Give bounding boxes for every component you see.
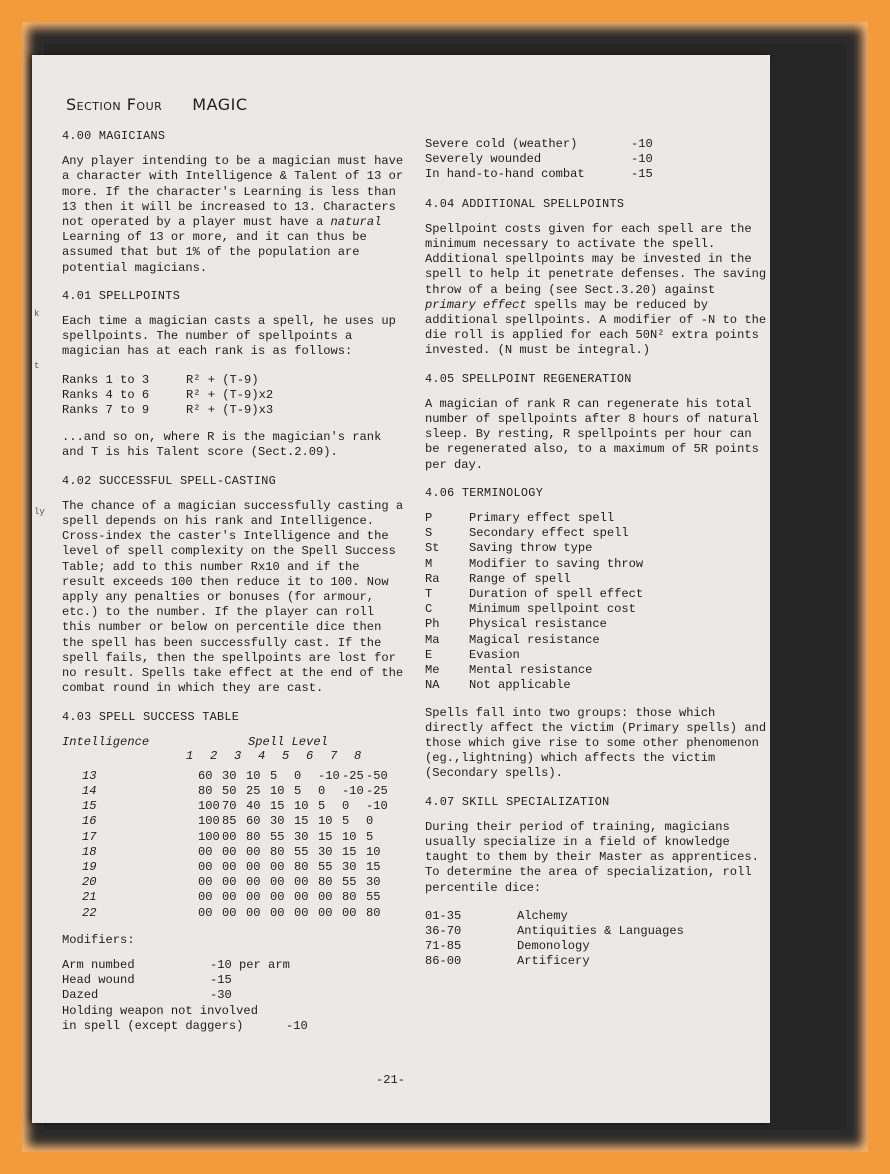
success-value: 00 xyxy=(270,859,285,874)
section-label: Section Four xyxy=(66,95,163,114)
page-number: -21- xyxy=(376,1073,406,1087)
term-meaning: Magical resistance xyxy=(469,632,600,647)
spell-level-label: Spell Level xyxy=(248,734,328,749)
heading-spell-success-table: 4.03 SPELL SUCCESS TABLE xyxy=(62,709,240,724)
term-abbr: T xyxy=(425,587,433,602)
modifier-label: Arm numbed xyxy=(62,957,135,972)
modifier-label: Severely wounded xyxy=(425,152,542,167)
term-row xyxy=(425,648,643,663)
section-4-06 xyxy=(425,486,770,782)
success-value: 00 xyxy=(246,905,261,920)
success-value: 5 xyxy=(318,799,326,814)
holding-label: in spell (except daggers) xyxy=(62,1018,244,1033)
table-header xyxy=(62,735,407,769)
level-header: 2 xyxy=(210,748,218,763)
term-meaning: Evasion xyxy=(469,647,520,662)
success-value: 30 xyxy=(318,844,333,859)
level-header: 8 xyxy=(354,748,362,763)
success-value: 00 xyxy=(222,890,237,905)
success-value: 80 xyxy=(246,829,261,844)
skill-field: Alchemy xyxy=(517,908,568,923)
section-4-07 xyxy=(425,795,770,970)
success-value: 25 xyxy=(246,783,261,798)
success-value: 00 xyxy=(270,905,285,920)
success-value: 80 xyxy=(318,875,333,890)
term-row xyxy=(425,541,643,556)
success-value: 70 xyxy=(222,799,237,814)
success-value: 85 xyxy=(222,814,237,829)
term-meaning: Physical resistance xyxy=(469,617,607,632)
success-value: 100 xyxy=(198,829,220,844)
success-value: 10 xyxy=(366,844,381,859)
modifier-label: Dazed xyxy=(62,988,99,1003)
success-value: 80 xyxy=(198,783,213,798)
success-value: 80 xyxy=(270,844,285,859)
success-value: 15 xyxy=(342,844,357,859)
level-header: 7 xyxy=(330,748,338,763)
success-value: 80 xyxy=(294,859,309,874)
success-value: 55 xyxy=(366,890,381,905)
additional-spellpoints-text xyxy=(425,222,770,359)
rank-formula: R² + (T-9)x3 xyxy=(186,403,274,418)
modifier-value: -15 xyxy=(210,973,232,988)
modifier-row xyxy=(62,958,290,973)
table-row xyxy=(62,830,390,845)
term-abbr: Ma xyxy=(425,632,440,647)
modifier-value: -15 xyxy=(631,167,653,182)
terminology-table xyxy=(425,511,643,693)
intelligence-value: 15 xyxy=(82,799,97,814)
success-value: 80 xyxy=(342,890,357,905)
modifiers-label: Modifiers: xyxy=(62,932,135,947)
rank-table xyxy=(62,373,273,419)
success-value: 60 xyxy=(246,814,261,829)
section-title: MAGIC xyxy=(192,95,248,114)
success-value: 30 xyxy=(270,814,285,829)
intelligence-value: 19 xyxy=(82,859,97,874)
skill-range: 01-35 xyxy=(425,908,462,923)
success-value: 30 xyxy=(342,859,357,874)
skill-field: Artificery xyxy=(517,954,590,969)
text-italic: primary effect xyxy=(425,297,527,312)
skill-range: 86-00 xyxy=(425,954,462,969)
success-value: 15 xyxy=(318,829,333,844)
heading-regeneration: 4.05 SPELLPOINT REGENERATION xyxy=(425,371,632,386)
level-header: 6 xyxy=(306,748,314,763)
success-value: 55 xyxy=(318,859,333,874)
success-value: 00 xyxy=(246,844,261,859)
success-value: 15 xyxy=(294,814,309,829)
success-value: 10 xyxy=(318,814,333,829)
rank-row xyxy=(62,373,273,388)
modifiers-table xyxy=(62,958,290,1004)
term-abbr: St xyxy=(425,541,440,556)
success-value: 0 xyxy=(366,814,374,829)
modifiers-continued xyxy=(425,137,653,183)
level-header: 5 xyxy=(282,748,290,763)
modifier-row xyxy=(425,137,653,152)
modifier-value: -30 xyxy=(210,988,232,1003)
success-value: 00 xyxy=(222,829,237,844)
table-row xyxy=(62,860,390,875)
spell-success-table xyxy=(62,769,390,921)
term-meaning: Saving throw type xyxy=(469,541,593,556)
success-value: 00 xyxy=(198,890,213,905)
term-abbr: Ra xyxy=(425,571,440,586)
rank-row xyxy=(62,388,273,403)
text-part: Any player intending to be a magician must have a character with Intelligence & Talent of 13 or more. If the character's Learning is less than 13 then it will be increased to 13. Characters not operated by a player must have a xyxy=(62,154,404,230)
text-italic: natural xyxy=(330,215,382,230)
success-value: 50 xyxy=(222,783,237,798)
holding-weapon-line-2 xyxy=(62,1019,407,1034)
term-abbr: C xyxy=(425,602,433,617)
document-page xyxy=(32,55,770,1123)
success-value: 55 xyxy=(342,875,357,890)
success-value: 30 xyxy=(294,829,309,844)
intelligence-value: 18 xyxy=(82,844,97,859)
success-value: 00 xyxy=(318,890,333,905)
success-value: 5 xyxy=(294,783,302,798)
success-value: 80 xyxy=(366,905,381,920)
term-row xyxy=(425,557,643,572)
skill-row xyxy=(425,909,684,924)
table-row xyxy=(62,890,390,905)
term-meaning: Modifier to saving throw xyxy=(469,556,644,571)
term-row xyxy=(425,587,643,602)
success-value: 10 xyxy=(294,799,309,814)
intelligence-value: 17 xyxy=(82,829,97,844)
table-row xyxy=(62,875,390,890)
term-row xyxy=(425,602,643,617)
rank-formula: R² + (T-9) xyxy=(186,372,259,387)
text-part: spells may be reduced by additional spellpoints. A modifier of -N to the die roll is applied for each 50N² extra points invested. (N must be integral.) xyxy=(425,297,767,358)
term-abbr: Me xyxy=(425,663,440,678)
margin-mark: t xyxy=(34,361,40,371)
spellpoints-outro: ...and so on, where R is the magician's rank and T is his Talent score (Sect.2.09). xyxy=(62,430,382,460)
magicians-text xyxy=(62,154,407,276)
term-meaning: Minimum spellpoint cost xyxy=(469,602,636,617)
holding-value: -10 xyxy=(286,1018,308,1033)
success-value: 00 xyxy=(294,875,309,890)
success-value: 00 xyxy=(222,875,237,890)
heading-spellpoints: 4.01 SPELLPOINTS xyxy=(62,288,181,303)
text-part: Learning of 13 or more, and it can thus be assumed that but 1% of the population are potential magicians. xyxy=(62,230,367,275)
success-value: 00 xyxy=(294,890,309,905)
success-value: 10 xyxy=(246,768,261,783)
left-column xyxy=(62,129,407,1034)
heading-skill-specialization: 4.07 SKILL SPECIALIZATION xyxy=(425,794,610,809)
success-value: 40 xyxy=(246,799,261,814)
success-value: 100 xyxy=(198,814,220,829)
success-value: 15 xyxy=(270,799,285,814)
level-columns xyxy=(186,749,378,764)
intelligence-label: Intelligence xyxy=(62,734,150,749)
page-title xyxy=(66,97,248,112)
regeneration-text: A magician of rank R can regenerate his total number of spellpoints after 8 hours of natural sleep. By resting, R spellpoints per hour can be regenerated also, to a maximum of 5R points per day. xyxy=(425,396,759,472)
section-4-04 xyxy=(425,197,770,359)
success-value: -10 xyxy=(366,799,388,814)
level-header: 3 xyxy=(234,748,242,763)
success-value: 5 xyxy=(270,768,278,783)
success-value: 100 xyxy=(198,799,220,814)
term-row xyxy=(425,511,643,526)
level-header: 4 xyxy=(258,748,266,763)
term-meaning: Range of spell xyxy=(469,571,571,586)
section-4-02 xyxy=(62,474,407,697)
success-value: 00 xyxy=(222,859,237,874)
skill-row xyxy=(425,924,684,939)
skill-range: 71-85 xyxy=(425,939,462,954)
term-row xyxy=(425,617,643,632)
intelligence-value: 16 xyxy=(82,814,97,829)
rank-label: Ranks 7 to 9 xyxy=(62,403,150,418)
term-abbr: NA xyxy=(425,678,440,693)
intelligence-value: 22 xyxy=(82,905,97,920)
success-value: 15 xyxy=(366,859,381,874)
success-value: 00 xyxy=(222,905,237,920)
term-row xyxy=(425,663,643,678)
skill-table xyxy=(425,909,684,970)
spell-casting-text: The chance of a magician successfully casting a spell depends on his rank and Intelligence. Cross-index the caster's Intelligence and the level of spell complexity on the Spell Success Table; add to this number Rx10 and if the result exceeds 100 then reduce it to 100. Now apply any penalties or bonuses (for armour, etc.) to the number. If the player can roll this number or below on percentile dice then the spell has been successfully cast. If the spell fails, then the spellpoints are lost for no result. Spells take effect at the end of the combat round in which they are cast. xyxy=(62,498,404,696)
term-abbr: Ph xyxy=(425,617,440,632)
table-row xyxy=(62,769,390,784)
modifier-label: Head wound xyxy=(62,973,135,988)
section-4-01 xyxy=(62,289,407,461)
holding-weapon-line: Holding weapon not involved xyxy=(62,1003,258,1018)
success-value: -10 xyxy=(342,783,364,798)
success-value: -10 xyxy=(318,768,340,783)
modifier-row xyxy=(425,167,653,182)
modifier-row xyxy=(62,973,290,988)
heading-magicians: 4.00 MAGICIANS xyxy=(62,129,166,143)
term-row xyxy=(425,678,643,693)
term-abbr: E xyxy=(425,647,433,662)
table-row xyxy=(62,906,390,921)
right-column xyxy=(425,137,770,970)
modifier-value: -10 xyxy=(631,137,653,151)
intelligence-value: 21 xyxy=(82,890,97,905)
section-4-05 xyxy=(425,372,770,473)
success-value: 00 xyxy=(270,875,285,890)
modifier-value: -10 per arm xyxy=(210,957,290,972)
term-abbr: P xyxy=(425,511,433,526)
skill-row xyxy=(425,939,684,954)
success-value: 0 xyxy=(342,799,350,814)
success-value: 5 xyxy=(342,814,350,829)
success-value: 00 xyxy=(246,890,261,905)
success-value: 30 xyxy=(366,875,381,890)
term-meaning: Not applicable xyxy=(469,678,571,693)
success-value: 5 xyxy=(366,829,374,844)
terminology-text: Spells fall into two groups: those which directly affect the victim (Primary spells) and those which give rise to some other phenomenon (eg.,lightning) which affects the victim (Secondary spells). xyxy=(425,705,767,781)
section-4-00 xyxy=(62,129,407,276)
modifier-value: -10 xyxy=(631,152,653,167)
term-meaning: Primary effect spell xyxy=(469,511,615,526)
success-value: 00 xyxy=(294,905,309,920)
success-value: -25 xyxy=(366,783,388,798)
skill-field: Demonology xyxy=(517,939,590,954)
success-value: 10 xyxy=(270,783,285,798)
skill-row xyxy=(425,954,684,969)
text-part: Spellpoint costs given for each spell are the minimum necessary to activate the spell. Additional spellpoints may be invested in the spell to help it penetrate defenses. The saving throw of a being (see Sect.3.20) against xyxy=(425,221,767,297)
rank-formula: R² + (T-9)x2 xyxy=(186,387,274,402)
spellpoints-intro: Each time a magician casts a spell, he uses up spellpoints. The number of spellpoints a magician has at each rank is as follows: xyxy=(62,314,396,359)
intelligence-value: 20 xyxy=(82,875,97,890)
term-meaning: Mental resistance xyxy=(469,663,593,678)
modifier-row xyxy=(62,988,290,1003)
intelligence-value: 13 xyxy=(82,768,97,783)
table-row xyxy=(62,784,390,799)
table-row xyxy=(62,799,390,814)
success-value: 00 xyxy=(270,890,285,905)
modifier-label: Severe cold (weather) xyxy=(425,137,578,151)
term-meaning: Duration of spell effect xyxy=(469,587,644,602)
modifier-label: In hand-to-hand combat xyxy=(425,167,585,182)
success-value: 55 xyxy=(270,829,285,844)
skill-text: During their period of training, magicians usually specialize in a field of knowledge taught to them by their Master as apprentices. To determine the area of specialization, roll percentile dice: xyxy=(425,819,759,895)
term-row xyxy=(425,633,643,648)
margin-mark: ly xyxy=(34,507,45,517)
success-value: 0 xyxy=(294,768,302,783)
heading-terminology: 4.06 TERMINOLOGY xyxy=(425,485,544,500)
success-value: 0 xyxy=(318,783,326,798)
success-value: 00 xyxy=(198,859,213,874)
modifier-row xyxy=(425,152,653,167)
rank-label: Ranks 1 to 3 xyxy=(62,372,150,387)
success-value: 00 xyxy=(318,905,333,920)
success-value: 00 xyxy=(198,905,213,920)
success-value: 60 xyxy=(198,768,213,783)
success-value: 00 xyxy=(198,844,213,859)
term-abbr: S xyxy=(425,526,433,541)
skill-range: 36-70 xyxy=(425,923,462,938)
term-abbr: M xyxy=(425,556,433,571)
margin-mark: k xyxy=(34,309,40,319)
section-4-03 xyxy=(62,710,407,1034)
rank-row xyxy=(62,403,273,418)
success-value: 30 xyxy=(222,768,237,783)
level-header: 1 xyxy=(186,748,194,763)
success-value: 55 xyxy=(294,844,309,859)
success-value: 00 xyxy=(198,875,213,890)
success-value: -50 xyxy=(366,768,388,783)
success-value: 00 xyxy=(342,905,357,920)
success-value: 00 xyxy=(222,844,237,859)
table-row xyxy=(62,814,390,829)
skill-field: Antiquities & Languages xyxy=(517,923,684,938)
heading-spell-casting: 4.02 SUCCESSFUL SPELL-CASTING xyxy=(62,473,276,488)
success-value: 00 xyxy=(246,875,261,890)
term-row xyxy=(425,572,643,587)
success-value: 00 xyxy=(246,859,261,874)
intelligence-value: 14 xyxy=(82,783,97,798)
rank-label: Ranks 4 to 6 xyxy=(62,387,150,402)
heading-additional-spellpoints: 4.04 ADDITIONAL SPELLPOINTS xyxy=(425,196,625,211)
success-value: 10 xyxy=(342,829,357,844)
success-value: -25 xyxy=(342,768,364,783)
table-row xyxy=(62,845,390,860)
term-meaning: Secondary effect spell xyxy=(469,526,629,541)
term-row xyxy=(425,526,643,541)
